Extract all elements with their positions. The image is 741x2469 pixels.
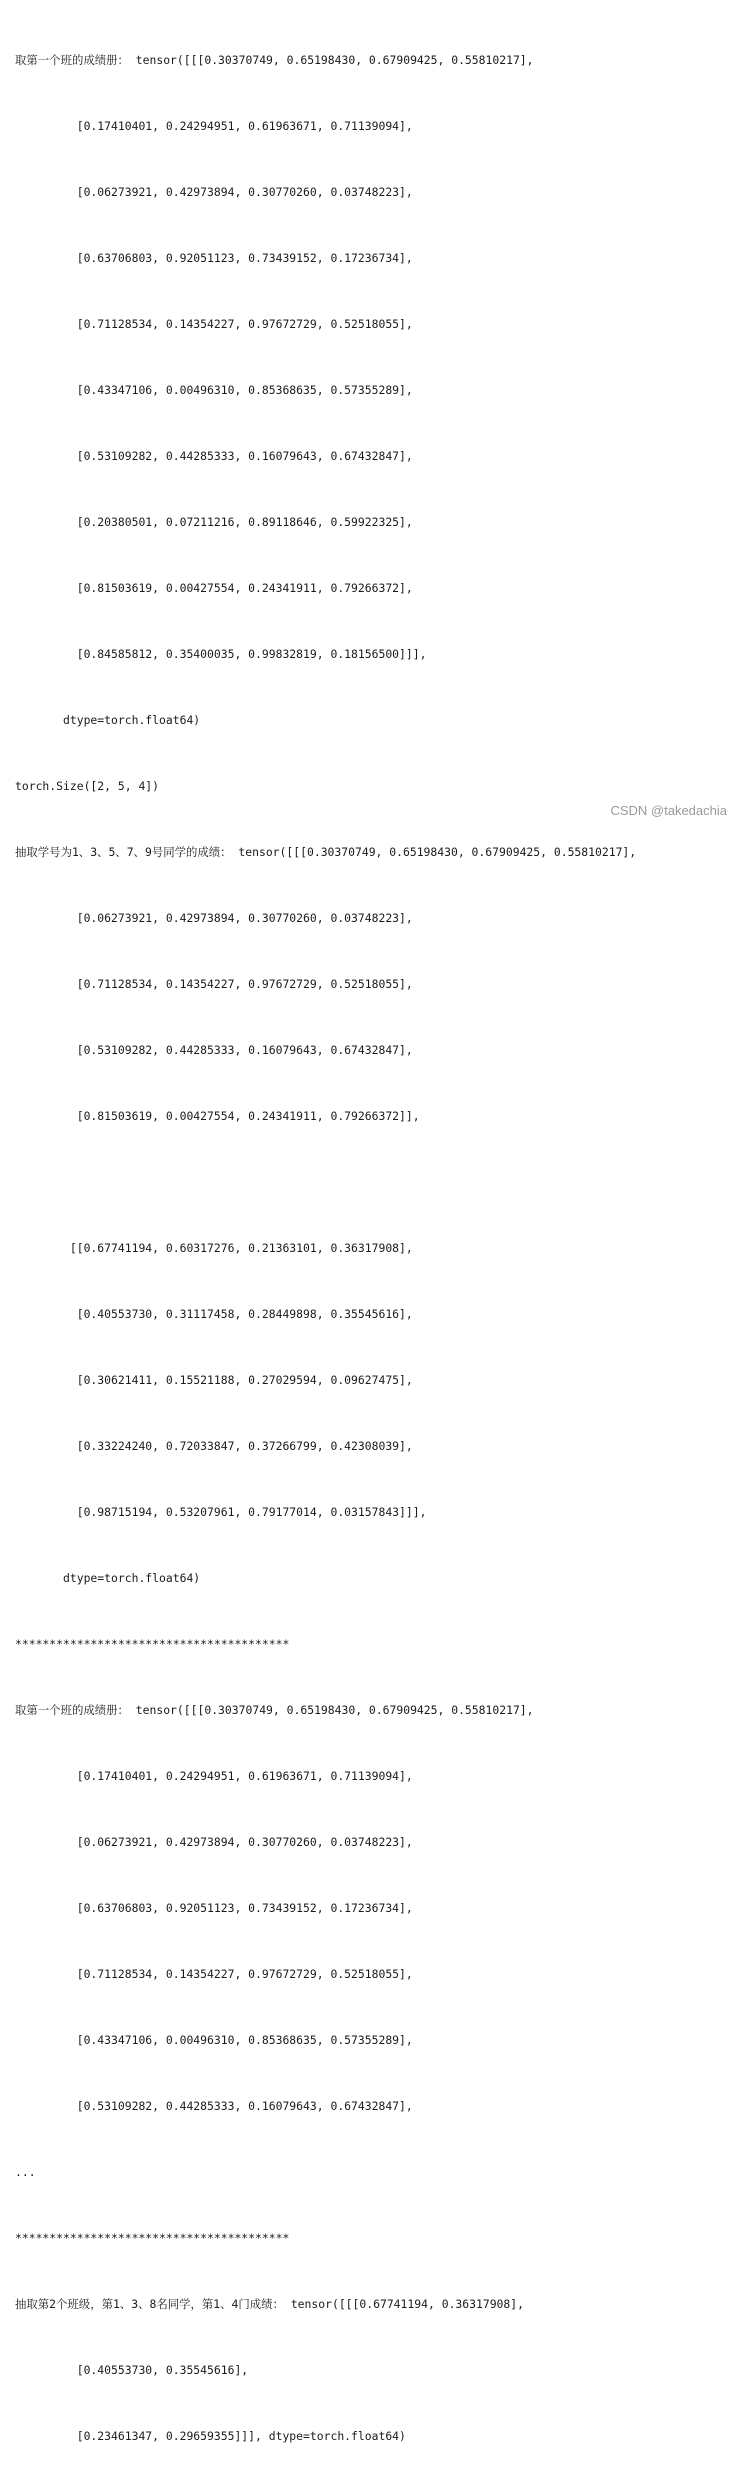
output-line: 抽取第2个班级，第1、3、8名同学，第1、4门成绩： tensor([[[0.67741194, 0.36317908], [15,2297,524,2311]
output-line: [0.81503619, 0.00427554, 0.24341911, 0.79266372], [15,581,413,595]
output-line: [0.53109282, 0.44285333, 0.16079643, 0.67432847], [15,2099,413,2113]
output-line: [[0.67741194, 0.60317276, 0.21363101, 0.36317908], [15,1241,413,1255]
output-line: [0.33224240, 0.72033847, 0.37266799, 0.42308039], [15,1439,413,1453]
output-line: [0.17410401, 0.24294951, 0.61963671, 0.71139094], [15,119,413,133]
output-line: 取第一个班的成绩册： tensor([[[0.30370749, 0.65198430, 0.67909425, 0.55810217], [15,1703,534,1717]
output-line: [0.98715194, 0.53207961, 0.79177014, 0.03157843]]], [15,1505,427,1519]
separator-line: **************************************** [15,1637,290,1651]
watermark: CSDN @takedachia [610,803,727,818]
output-line: [0.40553730, 0.31117458, 0.28449898, 0.35545616], [15,1307,413,1321]
console-output [15,5,737,2469]
output-line: [0.71128534, 0.14354227, 0.97672729, 0.52518055], [15,977,413,991]
output-line: 取第一个班的成绩册： tensor([[[0.30370749, 0.65198430, 0.67909425, 0.55810217], [15,53,534,67]
output-line: [0.06273921, 0.42973894, 0.30770260, 0.03748223], [15,911,413,925]
output-line [15,1171,737,1193]
output-line: [0.53109282, 0.44285333, 0.16079643, 0.67432847], [15,449,413,463]
output-line: [0.84585812, 0.35400035, 0.99832819, 0.18156500]]], [15,647,427,661]
output-line: [0.43347106, 0.00496310, 0.85368635, 0.57355289], [15,2033,413,2047]
output-line: [0.63706803, 0.92051123, 0.73439152, 0.17236734], [15,251,413,265]
output-line: [0.23461347, 0.29659355]]], dtype=torch.float64) [15,2429,406,2443]
output-line: dtype=torch.float64) [15,713,201,727]
ellipsis-line: ... [15,2165,36,2179]
output-line: [0.81503619, 0.00427554, 0.24341911, 0.79266372]], [15,1109,420,1123]
output-line: [0.30621411, 0.15521188, 0.27029594, 0.09627475], [15,1373,413,1387]
separator-line: **************************************** [15,2231,290,2245]
output-line: [0.63706803, 0.92051123, 0.73439152, 0.17236734], [15,1901,413,1915]
output-line: [0.06273921, 0.42973894, 0.30770260, 0.03748223], [15,1835,413,1849]
output-line: [0.71128534, 0.14354227, 0.97672729, 0.52518055], [15,317,413,331]
output-line: [0.71128534, 0.14354227, 0.97672729, 0.52518055], [15,1967,413,1981]
output-line: [0.43347106, 0.00496310, 0.85368635, 0.57355289], [15,383,413,397]
output-line: 抽取学号为1、3、5、7、9号同学的成绩： tensor([[[0.30370749, 0.65198430, 0.67909425, 0.55810217], [15,845,637,859]
output-line: torch.Size([2, 5, 4]) [15,779,160,793]
output-line: [0.20380501, 0.07211216, 0.89118646, 0.59922325], [15,515,413,529]
output-line: [0.17410401, 0.24294951, 0.61963671, 0.71139094], [15,1769,413,1783]
output-line: dtype=torch.float64) [15,1571,201,1585]
output-line: [0.40553730, 0.35545616], [15,2363,249,2377]
output-line: [0.06273921, 0.42973894, 0.30770260, 0.03748223], [15,185,413,199]
output-line: [0.53109282, 0.44285333, 0.16079643, 0.67432847], [15,1043,413,1057]
